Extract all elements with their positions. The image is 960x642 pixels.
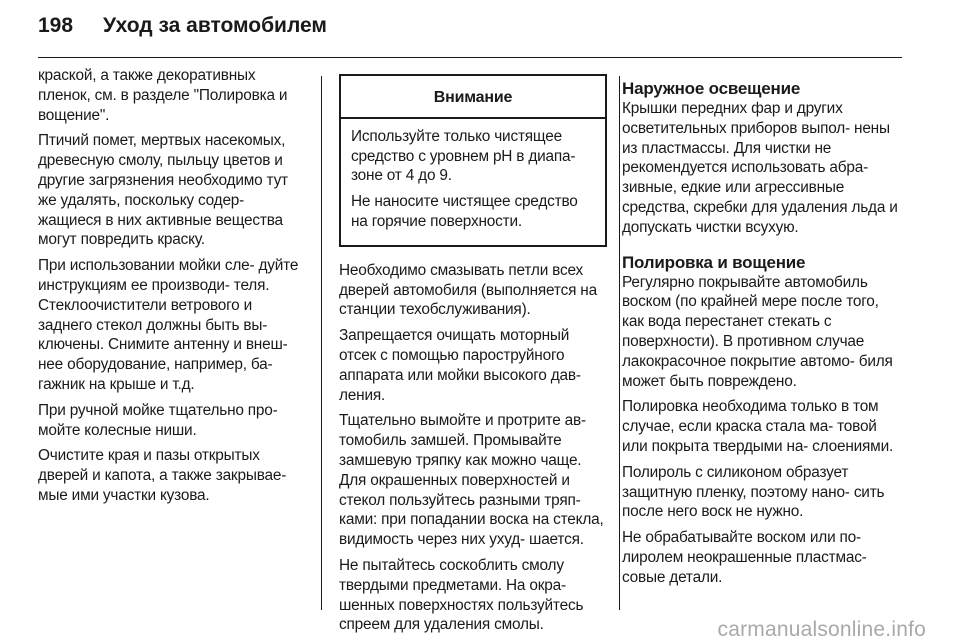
warning-title: Внимание xyxy=(341,76,605,119)
page-title: Уход за автомобилем xyxy=(103,14,327,37)
column-divider-1 xyxy=(321,76,322,610)
column-2 xyxy=(339,66,607,641)
paragraph: Крышки передних фар и других осветительных приборов выпол- нены из пластмассы. Для чистки не рекомендуется использовать абра- зивные, едкие или агрессивные средства, скребки для удаления льда и допускать чистки всухую. xyxy=(622,100,898,236)
column-3 xyxy=(622,78,904,594)
paragraph: Не пытайтесь соскоблить смолу твердыми предметами. На окра- шенных поверхностях пользуйтесь спреем для удаления смолы. xyxy=(339,556,584,634)
paragraph: Очистите края и пазы открытых дверей и капота, а также закрывае- мые ими участки кузова. xyxy=(38,447,287,504)
warning-paragraph: Не наносите чистящее средство на горячие поверхности. xyxy=(351,193,578,230)
paragraph: Полироль с силиконом образует защитную пленку, поэтому нано- сить после него воск не нужно. xyxy=(622,463,885,521)
warning-body xyxy=(341,119,605,245)
paragraph: Не обрабатывайте воском или по- лиролем неокрашенные пластмас- совые детали. xyxy=(622,529,867,586)
page-number: 198 xyxy=(38,14,74,37)
section-heading: Наружное освещение xyxy=(622,79,801,98)
paragraph: Тщательно вымойте и протрите ав- томобиль замшей. Промывайте замшевую тряпку как можно чаще. Для окрашенных поверхностей и стекол пользуйтесь разными тряп- ками: при попадании воска на стекла, видимость через них ухуд- шается. xyxy=(339,412,604,549)
paragraph: Необходимо смазывать петли всех дверей автомобиля (выполняется на станции техобслуживания). xyxy=(339,261,597,319)
column-1 xyxy=(38,66,310,512)
header-rule xyxy=(38,57,902,58)
warning-box xyxy=(339,74,607,247)
paragraph: Птичий помет, мертвых насекомых, древесную смолу, пыльцу цветов и другие загрязнения необходимо тут же удалять, поскольку содер- жащиеся в них активные вещества могут повредить краску. xyxy=(38,132,288,249)
column-divider-2 xyxy=(619,76,620,610)
paragraph: Полировка необходима только в том случае, если краска стала ма- товой или покрыта твердыми на- слоениями. xyxy=(622,398,894,455)
page-header xyxy=(38,14,327,50)
paragraph: краской, а также декоративных пленок, см. в разделе "Полировка и вощение". xyxy=(38,67,288,124)
paragraph: При использовании мойки сле- дуйте инструкциям ее производи- теля. Стеклоочистители ветрового и заднего стекол должны быть вы- ключены. Снимите антенну и внеш- нее оборудование, например, ба- гажник на крыше и т.д. xyxy=(38,257,299,393)
watermark: carmanualsonline.info xyxy=(717,618,926,641)
section-heading: Полировка и вощение xyxy=(622,252,806,272)
warning-paragraph: Используйте только чистящее средство с уровнем pH в диапа- зоне от 4 до 9. xyxy=(351,127,576,185)
paragraph: Запрещается очищать моторный отсек с помощью пароструйного аппарата или мойки высокого дав- ления. xyxy=(339,327,581,404)
paragraph: Регулярно покрывайте автомобиль воском (по крайней мере после того, как вода перестанет стекать с поверхности). В противном случае лакокрасочное покрытие автомо- биля может быть повреждено. xyxy=(622,273,893,390)
paragraph: При ручной мойке тщательно про- мойте колесные ниши. xyxy=(38,401,278,439)
